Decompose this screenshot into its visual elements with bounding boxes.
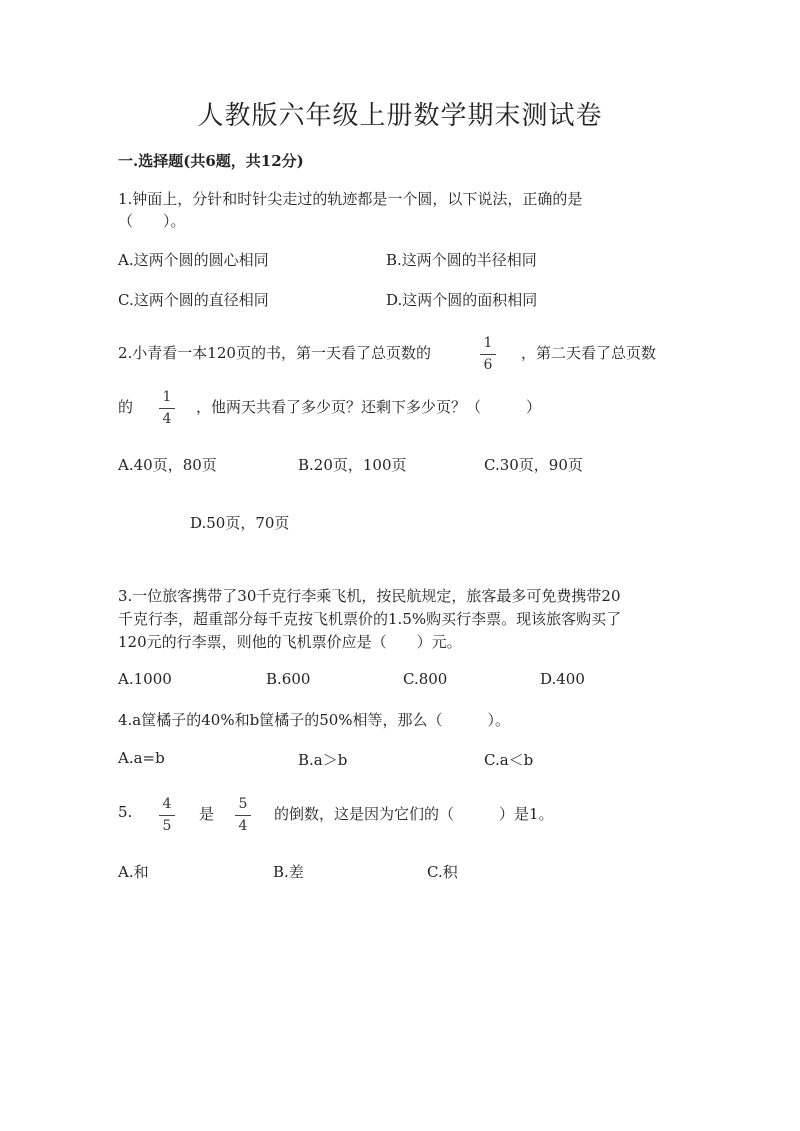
question-2-text-part3: 的 — [118, 398, 134, 416]
question-5-fraction-five-quarters — [231, 797, 255, 834]
question-2-option-c: C.30页，90页 — [484, 456, 583, 474]
fraction-denominator: 5 — [162, 818, 172, 834]
question-4-option-c: C.a＜b — [484, 751, 534, 769]
fraction-denominator: 4 — [162, 411, 172, 427]
fraction-numerator: 1 — [162, 389, 172, 405]
question-5-option-a: A.和 — [118, 863, 149, 881]
question-3-option-c: C.800 — [403, 670, 448, 688]
question-2-option-b: B.20页，100页 — [298, 456, 407, 474]
question-4-text: 4.a筐橘子的40%和b筐橘子的50%相等，那么（ ）。 — [118, 711, 511, 729]
question-4-option-a: A.a=b — [118, 749, 165, 767]
question-5-option-b: B.差 — [273, 863, 304, 881]
question-3-text-line2: 千克行李，超重部分每千克按飞机票价的1.5%购买行李票。现该旅客购买了 — [118, 610, 622, 628]
question-1-option-a: A.这两个圆的圆心相同 — [118, 251, 269, 269]
question-4-option-b: B.a＞b — [298, 751, 348, 769]
question-2-option-d: D.50页，70页 — [190, 514, 290, 532]
question-3-text-line3: 120元的行李票，则他的飞机票价应是（ ）元。 — [118, 633, 462, 651]
question-5-text-rest: 的倒数，这是因为它们的（ ）是1。 — [274, 805, 554, 823]
question-1-option-d: D.这两个圆的面积相同 — [386, 291, 538, 309]
question-3-text-line1: 3.一位旅客携带了30千克行李乘飞机，按民航规定，旅客最多可免费携带20 — [118, 587, 621, 605]
fraction-numerator: 5 — [238, 796, 248, 812]
question-5-number: 5. — [118, 803, 133, 821]
question-2-fraction-one-quarter — [155, 390, 179, 427]
question-5-fraction-four-fifths — [155, 797, 179, 834]
fraction-bar — [480, 354, 496, 355]
fraction-bar — [159, 815, 175, 816]
question-1-option-c: C.这两个圆的直径相同 — [118, 291, 269, 309]
question-1-text-line2: （ ）。 — [118, 212, 186, 230]
section-heading: 一.选择题(共6题，共12分) — [118, 152, 304, 170]
question-3-option-b: B.600 — [266, 670, 311, 688]
question-5-text-is: 是 — [199, 805, 215, 823]
question-2-text-part4: ，他两天共看了多少页？还剩下多少页？（ ） — [196, 398, 542, 416]
fraction-denominator: 4 — [238, 818, 248, 834]
document-title: 人教版六年级上册数学期末测试卷 — [197, 101, 603, 131]
question-3-option-a: A.1000 — [118, 670, 172, 688]
question-3-option-d: D.400 — [540, 670, 585, 688]
question-2-option-a: A.40页，80页 — [118, 456, 217, 474]
fraction-denominator: 6 — [483, 357, 493, 373]
fraction-numerator: 4 — [162, 796, 172, 812]
fraction-bar — [235, 815, 251, 816]
fraction-numerator: 1 — [483, 335, 493, 351]
question-1-text-line1: 1.钟面上，分针和时针尖走过的轨迹都是一个圆，以下说法，正确的是 — [118, 190, 583, 208]
question-1-option-b: B.这两个圆的半径相同 — [386, 251, 537, 269]
question-2-text-part1: 2.小青看一本120页的书，第一天看了总页数的 — [118, 344, 431, 362]
question-2-fraction-one-sixth — [476, 336, 500, 373]
question-5-option-c: C.积 — [427, 863, 458, 881]
question-2-text-part2: ，第二天看了总页数 — [521, 344, 657, 362]
fraction-bar — [159, 408, 175, 409]
